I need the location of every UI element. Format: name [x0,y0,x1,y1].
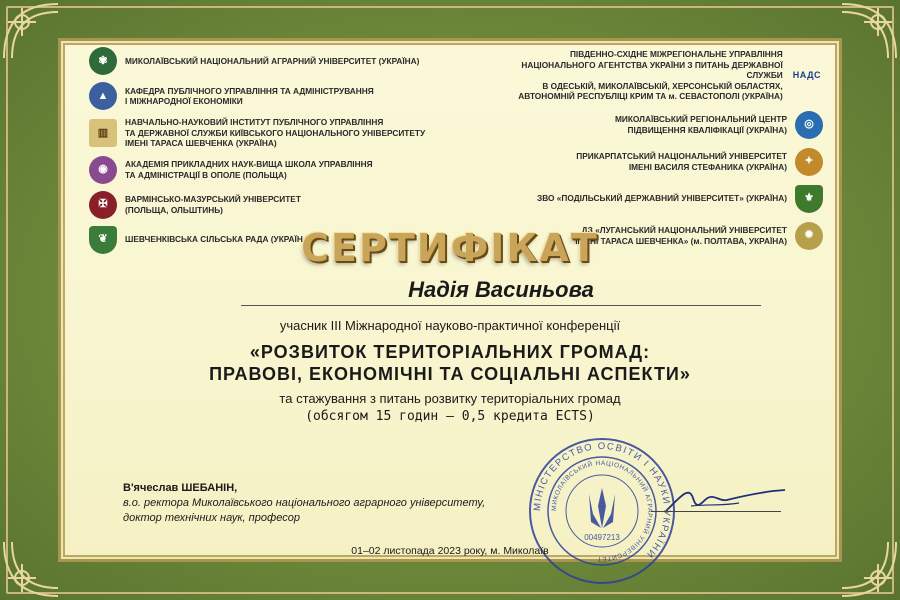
internship-line: та стажування з питань розвитку територіальних громад [279,391,621,406]
university-emblem-icon: ✾ [89,47,117,75]
signer-position: в.о. ректора Миколаївського національного аграрного університету, доктор технічних наук, професор [123,497,486,524]
precarpathian-university-emblem-icon: ✦ [795,148,823,176]
organizer-row [89,117,449,149]
organizer-row [493,49,823,102]
conference-title: «РОЗВИТОК ТЕРИТОРІАЛЬНИХ ГРОМАД: ПРАВОВІ, ЕКОНОМІЧНІ ТА СОЦІАЛЬНІ АСПЕКТИ» [209,342,691,384]
organizer-row [89,82,449,110]
village-coat-of-arms-icon: ❦ [89,226,117,254]
organizer-name: АКАДЕМІЯ ПРИКЛАДНИХ НАУК-ВИЩА ШКОЛА УПРАВЛІННЯ ТА АДМІНІСТРАЦІЇ В ОПОЛЕ (ПОЛЬЩА) [125,159,373,180]
institute-emblem-icon: ▥ [89,119,117,147]
luhansk-university-emblem-icon: ✹ [795,222,823,250]
organizer-name: МИКОЛАЇВСЬКИЙ НАЦІОНАЛЬНИЙ АГРАРНИЙ УНІВЕРСИТЕТ (УКРАЇНА) [125,55,420,66]
corner-ornament [0,538,62,600]
podilskyi-university-emblem-icon: ⚜ [795,185,823,213]
trident-icon [589,488,615,528]
corner-ornament [838,0,900,62]
organizer-name: ШЕВЧЕНКІВСЬКА СІЛЬСЬКА РАДА (УКРАЇНА) [125,234,312,245]
organizer-name: НАВЧАЛЬНО-НАУКОВИЙ ІНСТИТУТ ПУБЛІЧНОГО УПРАВЛІННЯ ТА ДЕРЖАВНОЇ СЛУЖБИ КИЇВСЬКОГО НАЦІОНАЛЬНОГО УНІВЕРСИТЕТУ ІМЕНІ ТАРАСА ШЕВЧЕНКА (УКРАЇНА) [125,117,426,148]
participant-line: учасник ІІІ Міжнародної науково-практичної конференції [279,318,621,333]
stamp-code: 00497213 [584,533,620,542]
stamp-inner-text: МИКОЛАЇВСЬКИЙ НАЦІОНАЛЬНИЙ АГРАРНИЙ УНІВЕРСИТЕТ [550,459,654,563]
organizer-name: ЗВО «ПОДІЛЬСЬКИЙ ДЕРЖАВНИЙ УНІВЕРСИТЕТ» (УКРАЇНА) [537,193,787,204]
organizer-row [89,156,449,184]
organizer-name: МИКОЛАЇВСЬКИЙ РЕГІОНАЛЬНИЙ ЦЕНТР ПІДВИЩЕННЯ КВАЛІФІКАЦІЇ (УКРАЇНА) [614,114,787,135]
signature-mark [661,476,791,521]
organizer-name: КАФЕДРА ПУБЛІЧНОГО УПРАВЛІННЯ ТА АДМІНІСТРУВАННЯ І МІЖНАРОДНОЇ ЕКОНОМІКИ [125,85,374,106]
organizer-name: ВАРМІНСЬКО-МАЗУРСЬКИЙ УНІВЕРСИТЕТ (ПОЛЬЩА, ОЛЬШТИНЬ) [125,194,301,215]
department-emblem-icon: ▲ [89,82,117,110]
signer-block [123,481,485,526]
corner-ornament [0,0,62,62]
stamp-outer-text: МІНІСТЕРСТВО ОСВІТИ І НАУКИ УКРАЇНИ [531,440,673,561]
organizer-name: ДЗ «ЛУГАНСЬКИЙ НАЦІОНАЛЬНИЙ УНІВЕРСИТЕТ ІМЕНІ ТАРАСА ШЕВЧЕНКА» (м. ПОЛТАВА, УКРАЇНА) [575,225,787,246]
signature-line [651,511,781,512]
organizer-name: ПІВДЕННО-СХІДНЕ МІЖРЕГІОНАЛЬНЕ УПРАВЛІННЯ НАЦІОНАЛЬНОГО АГЕНТСТВА УКРАЇНИ З ПИТАНЬ ДЕРЖАВНОЇ СЛУЖБИ В ОДЕСЬКІЙ, МИКОЛАЇВСЬКІЙ, ХЕРСОНСЬКІЙ ОБЛАСТЯХ, АВТОНОМНІЙ РЕСПУБЛІЦІ КРИМ ТА м. СЕВАСТОПОЛІ (УКРАЇНА) [518,49,783,101]
nads-logo-icon: НАДС [792,70,821,80]
date-place: 01–02 листопада 2023 року, м. Миколаїв [351,545,549,557]
organizer-row [493,185,823,213]
certificate-title: СЕРТИФІКАТ [301,226,599,270]
warmia-emblem-icon: ✠ [89,191,117,219]
organizer-row [89,47,449,75]
organizer-row [493,111,823,139]
recipient-name: Надія Васиньова [241,277,761,306]
organizer-row [89,191,449,219]
volume-line: (обсягом 15 годин – 0,5 кредита ECTS) [305,409,595,424]
certificate-paper [58,38,842,562]
regional-center-emblem-icon: ◎ [795,111,823,139]
signer-name: В'ячеслав ШЕБАНІН, [123,482,238,494]
organizer-row [493,148,823,176]
corner-ornament [838,538,900,600]
organizer-name: ПРИКАРПАТСЬКИЙ НАЦІОНАЛЬНИЙ УНІВЕРСИТЕТ ІМЕНІ ВАСИЛЯ СТЕФАНИКА (УКРАЇНА) [576,151,787,172]
wsza-emblem-icon: ◉ [89,156,117,184]
